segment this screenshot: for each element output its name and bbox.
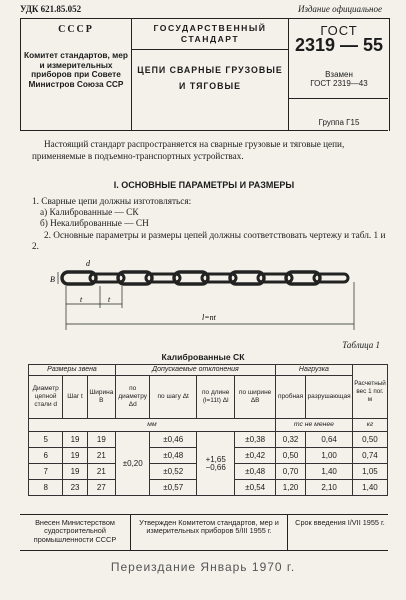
cell-pitch: 23 xyxy=(63,480,87,496)
cell-weight: 1,05 xyxy=(352,464,387,480)
col-pitch: Шаг t xyxy=(63,376,87,419)
replaces-note xyxy=(289,70,389,88)
section-title: I. ОСНОВНЫЕ ПАРАМЕТРЫ И РАЗМЕРЫ xyxy=(113,180,295,190)
cell-width: 21 xyxy=(87,464,115,480)
divider xyxy=(20,550,388,551)
cell-break: 0,64 xyxy=(306,432,353,448)
cell-diameter: 8 xyxy=(29,480,63,496)
cell-tol-width: ±0,48 xyxy=(235,464,275,480)
col-weight: Расчетный вес 1 пог. м xyxy=(352,365,387,419)
group-load: Нагрузка xyxy=(275,365,352,376)
issuer-column xyxy=(21,19,132,131)
divider xyxy=(288,98,388,99)
cell-pitch: 19 xyxy=(63,448,87,464)
paragraph-1a: а) Калиброванные — СК xyxy=(40,208,139,218)
table-caption: Таблица 1 xyxy=(342,340,380,350)
paragraph-1b: б) Некалиброванные — СН xyxy=(40,219,149,229)
title-column xyxy=(132,19,289,131)
cell-tol-width: ±0,38 xyxy=(235,432,275,448)
cell-weight: 0,50 xyxy=(352,432,387,448)
table-title: Калиброванные СК xyxy=(161,352,245,362)
cell-width: 27 xyxy=(87,480,115,496)
cell-tol-width: ±0,54 xyxy=(235,480,275,496)
label-t: t xyxy=(108,295,111,304)
paragraph-1: 1. Сварные цепи должны изготовляться: xyxy=(32,197,192,207)
col-tol-length: по длине (l=11t) Δl xyxy=(196,376,234,419)
effective-date: Срок введения I/VII 1955 г. xyxy=(295,518,385,527)
col-diameter: Диаметр цепной стали d xyxy=(29,376,63,419)
col-tol-pitch: по шагу Δt xyxy=(150,376,197,419)
cell-break: 1,00 xyxy=(306,448,353,464)
title-block xyxy=(20,18,390,131)
replaces-value: ГОСТ 2319—43 xyxy=(310,79,368,88)
cell-tol-pitch: ±0,52 xyxy=(150,464,197,480)
col-tol-width: по ширине ΔB xyxy=(235,376,275,419)
cell-tol-width: ±0,42 xyxy=(235,448,275,464)
label-b: B xyxy=(50,275,55,284)
col-break-load: разрушающая xyxy=(306,376,353,419)
label-d: d xyxy=(86,259,90,268)
cell-tol-pitch: ±0,46 xyxy=(150,432,197,448)
cell-diameter: 6 xyxy=(29,448,63,464)
cell-diameter: 7 xyxy=(29,464,63,480)
gost-number: 2319 — 55 xyxy=(294,35,384,55)
introduced-by: Внесен Министерством судостроительной промышленности СССР xyxy=(20,515,131,551)
unit-tf: тс не менее xyxy=(275,419,352,432)
divider xyxy=(20,130,388,131)
udk-code: УДК 621.85.052 xyxy=(20,4,82,14)
cell-tol-pitch: ±0,57 xyxy=(150,480,197,496)
intro-paragraph: Настоящий стандарт распространяется на сварные грузовые и тяговые цепи, применяемые в подъемно-транспортных устройствах. xyxy=(32,139,345,161)
cell-break: 2,10 xyxy=(306,480,353,496)
chain-drawing xyxy=(50,258,360,334)
group-tolerances: Допускаемые отклонения xyxy=(116,365,276,376)
cell-tol-length: +1,65 −0,66 xyxy=(196,432,234,496)
cell-width: 21 xyxy=(87,448,115,464)
ussr-label: СССР xyxy=(58,24,94,35)
edition-label: Издание официальное xyxy=(297,4,382,14)
cell-break: 1,40 xyxy=(306,464,353,480)
cell-pitch: 19 xyxy=(63,432,87,448)
group-code: Группа Г15 xyxy=(318,118,360,127)
approved-by: Утвержден Комитетом стандартов, мер и измерительных приборов 5/III 1955 г. xyxy=(131,515,288,551)
cell-tol-pitch: ±0,48 xyxy=(150,448,197,464)
footer-block xyxy=(20,514,388,551)
cell-weight: 0,74 xyxy=(352,448,387,464)
group-dims: Размеры звена xyxy=(29,365,116,376)
cell-width: 19 xyxy=(87,432,115,448)
cell-weight: 1,40 xyxy=(352,480,387,496)
cell-proof: 0,70 xyxy=(275,464,305,480)
cell-diameter: 5 xyxy=(29,432,63,448)
cell-tol-diameter: ±0,20 xyxy=(116,432,150,496)
col-tol-diameter: по диаметру Δd xyxy=(116,376,150,419)
col-width: Ширина B xyxy=(87,376,115,419)
cell-proof: 1,20 xyxy=(275,480,305,496)
committee-name: Комитет стандартов, мер и измерительных приборов при Совете Министров Союза ССР xyxy=(24,50,128,89)
gost-label: ГОСТ xyxy=(320,23,358,38)
replaces-label: Взамен xyxy=(325,70,353,79)
state-standard-label: ГОСУДАРСТВЕННЫЙ СТАНДАРТ xyxy=(132,23,288,50)
col-proof-load: пробная xyxy=(275,376,305,419)
paragraph-2: 2. Основные параметры и размеры цепей должны соответствовать чертежу и табл. 1 и 2. xyxy=(32,231,386,253)
unit-kg: кг xyxy=(352,419,387,432)
table-row xyxy=(29,432,388,448)
cell-proof: 0,32 xyxy=(275,432,305,448)
label-length: l=nt xyxy=(202,313,216,322)
document-title: ЦЕПИ СВАРНЫЕ ГРУЗОВЫЕ И ТЯГОВЫЕ xyxy=(137,65,283,91)
cell-pitch: 19 xyxy=(63,464,87,480)
unit-mm: мм xyxy=(29,419,276,432)
gost-column xyxy=(289,19,389,131)
cell-proof: 0,50 xyxy=(275,448,305,464)
reprint-stamp: Переиздание Январь 1970 г. xyxy=(110,560,296,574)
label-t: t xyxy=(80,295,83,304)
dimensions-table xyxy=(28,364,388,496)
